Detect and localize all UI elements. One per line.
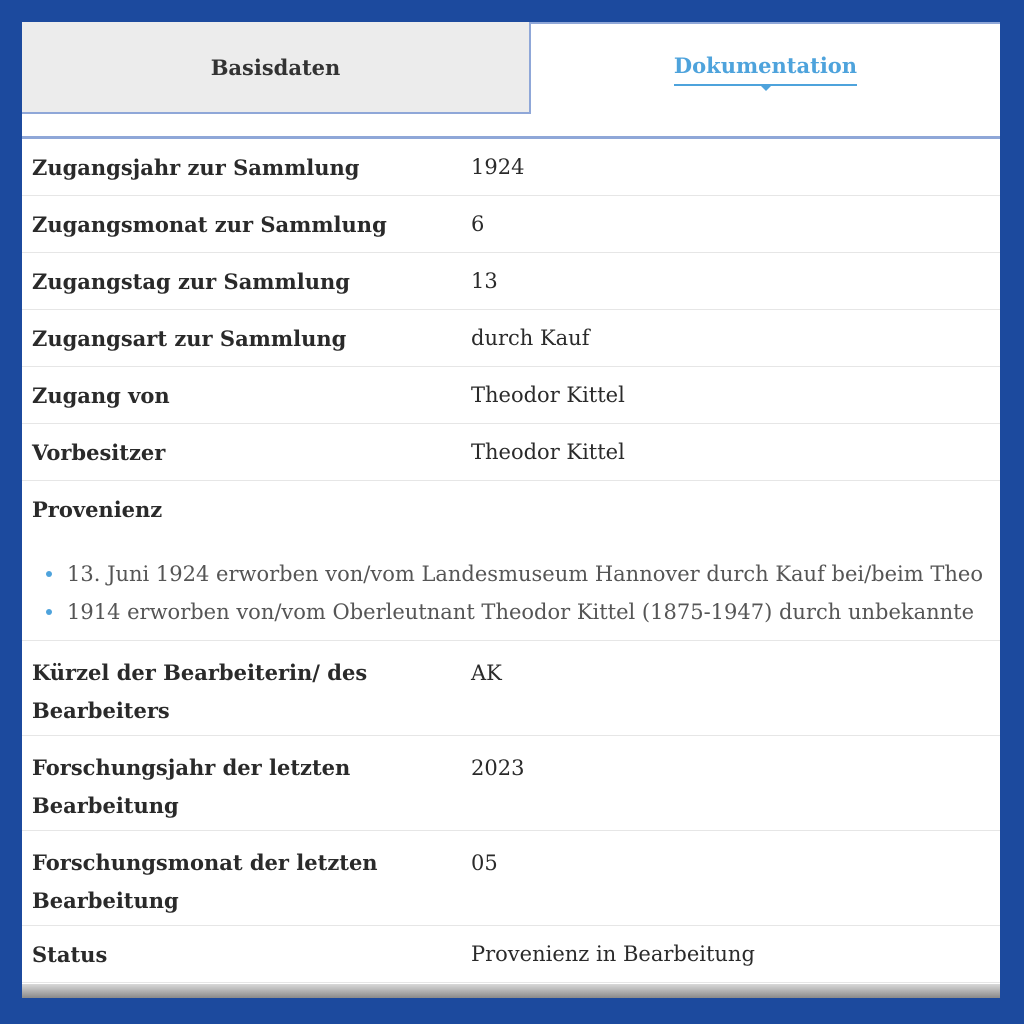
table-row (22, 926, 1000, 983)
tab-basisdaten[interactable] (22, 22, 531, 114)
row-label (22, 654, 471, 730)
row-label-line: Forschungsmonat der letzten (32, 850, 378, 875)
row-label (22, 749, 471, 825)
row-value: 05 (471, 851, 498, 875)
row-label: Vorbesitzer (32, 439, 166, 465)
row-label: Zugangsart zur Sammlung (32, 325, 347, 351)
row-value: 6 (471, 212, 485, 236)
row-value: AK (471, 661, 502, 685)
table-row (22, 253, 1000, 310)
provenance-section (22, 481, 1000, 641)
row-label-line: Kürzel der Bearbeiterin/ des (32, 660, 368, 685)
tab-basisdaten-label: Basisdaten (210, 54, 341, 80)
row-value: durch Kauf (471, 326, 590, 350)
tab-dokumentation-label: Dokumentation (674, 53, 857, 86)
table-row (22, 367, 1000, 424)
row-value: Theodor Kittel (471, 383, 625, 407)
provenance-list (46, 555, 983, 631)
tab-dokumentation[interactable] (531, 22, 1000, 114)
table-row (22, 736, 1000, 831)
table-row (22, 831, 1000, 926)
table-row (22, 641, 1000, 736)
row-label-line: Forschungsjahr der letzten (32, 755, 351, 780)
table-row (22, 424, 1000, 481)
row-label-line: Bearbeitung (32, 888, 179, 913)
row-label: Zugangsjahr zur Sammlung (32, 154, 360, 180)
tab-bar (22, 22, 1000, 140)
row-label (22, 844, 471, 920)
provenance-heading: Provenienz (32, 497, 163, 522)
table-row (22, 196, 1000, 253)
row-label: Zugang von (32, 382, 170, 408)
row-label: Zugangstag zur Sammlung (32, 268, 350, 294)
horizontal-scrollbar[interactable] (22, 984, 1000, 998)
list-item: 1914 erworben von/vom Oberleutnant Theodor Kittel (1875-1947) durch unbekannte (46, 593, 983, 631)
list-item: 13. Juni 1924 erworben von/vom Landesmuseum Hannover durch Kauf bei/beim Theo (46, 555, 983, 593)
documentation-panel (22, 22, 1000, 998)
row-label-line: Bearbeiters (32, 698, 170, 723)
details-table (22, 139, 1000, 983)
row-value: 13 (471, 269, 498, 293)
table-row (22, 139, 1000, 196)
row-value: Theodor Kittel (471, 440, 625, 464)
table-row (22, 310, 1000, 367)
row-value: 1924 (471, 155, 525, 179)
row-label: Status (32, 941, 108, 967)
row-value: Provenienz in Bearbeitung (471, 942, 755, 966)
row-label-line: Bearbeitung (32, 793, 179, 818)
row-label: Zugangsmonat zur Sammlung (32, 211, 387, 237)
row-value: 2023 (471, 756, 525, 780)
